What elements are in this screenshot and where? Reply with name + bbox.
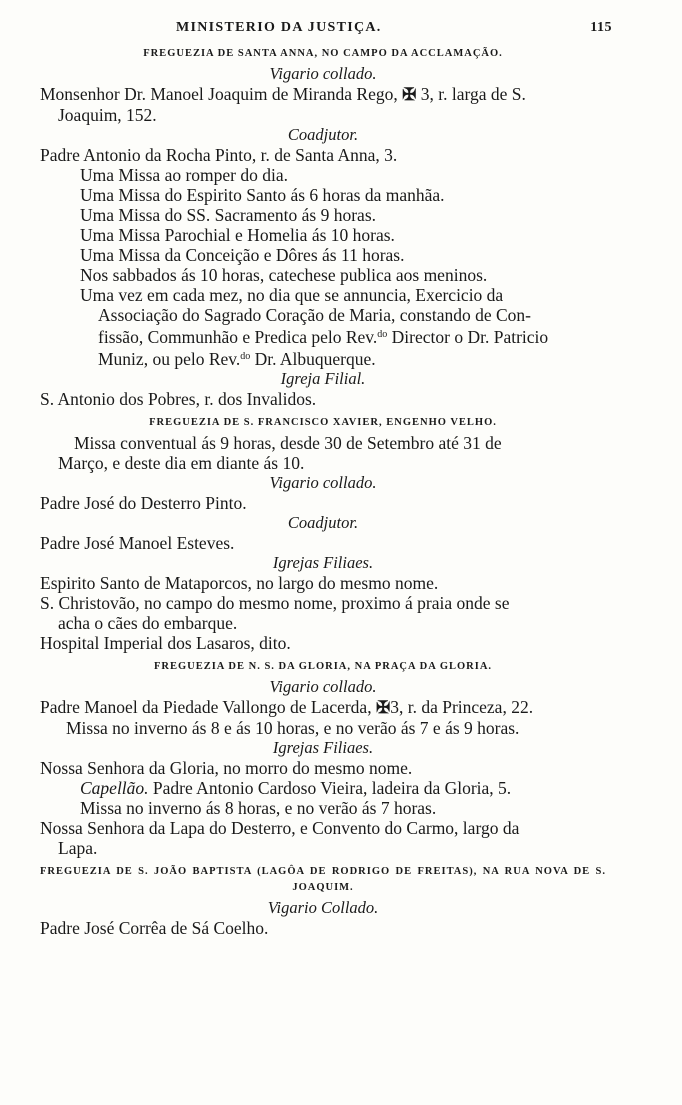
- missa-line: Março, e deste dia em diante ás 10.: [58, 453, 305, 473]
- vigario-name: Monsenhor Dr. Manoel Joaquim de Miranda Rego,: [40, 84, 398, 104]
- capellao-text: Padre Antonio Cardoso Vieira, ladeira da Gloria, 5.: [148, 778, 512, 798]
- page-number: 115: [590, 20, 612, 35]
- filial-entry: Hospital Imperial dos Lasaros, dito.: [40, 633, 291, 653]
- filial-entry: S. Christovão, no campo do mesmo nome, proximo á praia onde se: [40, 593, 510, 613]
- associacao-text: fissão, Communhão e Predica pelo Rev.: [98, 327, 378, 347]
- filial-entry: Nossa Senhora da Lapa do Desterro, e Convento do Carmo, largo da: [40, 818, 520, 838]
- missa-line: Uma Missa do Espirito Santo ás 6 horas da manhãa.: [80, 185, 445, 205]
- coadjutor-label: Coadjutor.: [287, 513, 359, 532]
- vigario-entry: [40, 697, 606, 718]
- section-heading-gloria: FREGUEZIA DE N. S. DA GLORIA, NA PRAÇA DA GLORIA.: [153, 661, 493, 672]
- superscript: do: [377, 329, 388, 340]
- superscript: do: [240, 351, 251, 362]
- igrejas-filiaes-label: Igrejas Filiaes.: [272, 553, 374, 572]
- associacao-line: Associação do Sagrado Coração de Maria, constando de Con-: [98, 305, 531, 325]
- capellao-entry: [40, 778, 606, 798]
- filial-entry: Espirito Santo de Mataporcos, no largo do mesmo nome.: [40, 573, 439, 593]
- missa-line: Missa no inverno ás 8 horas, e no verão ás 7 horas.: [80, 798, 437, 818]
- vigario-address: 3, r. larga de S.: [420, 84, 526, 104]
- associacao-line: Uma vez em cada mez, no dia que se annuncia, Exercicio da: [80, 285, 504, 305]
- missa-line: Missa conventual ás 9 horas, desde 30 de Setembro até 31 de: [74, 433, 502, 453]
- vigario-entry: [40, 84, 606, 105]
- filial-entry: Nossa Senhora da Gloria, no morro do mesmo nome.: [40, 758, 413, 778]
- vigario-label: Vigario collado.: [269, 677, 377, 696]
- missa-line: Uma Missa do SS. Sacramento ás 9 horas.: [80, 205, 377, 225]
- order-cross-icon: ✠: [402, 85, 417, 104]
- vigario-label: Vigario Collado.: [267, 898, 379, 917]
- document-page: [40, 14, 612, 938]
- running-title: MINISTERIO DA JUSTIÇA.: [176, 20, 382, 35]
- associacao-line: [40, 325, 606, 347]
- page-header: [40, 14, 612, 40]
- coadjutor-entry: Padre Antonio da Rocha Pinto, r. de Santa Anna, 3.: [40, 145, 398, 165]
- section-heading-santa-anna: FREGUEZIA DE SANTA ANNA, NO CAMPO DA ACCLAMAÇÃO.: [143, 48, 503, 59]
- section-heading-s-francisco-xavier: FREGUEZIA DE S. FRANCISCO XAVIER, ENGENHO VELHO.: [149, 417, 497, 428]
- filial-entry-cont: Lapa.: [58, 838, 98, 858]
- associacao-text: Muniz, ou pelo Rev.: [98, 349, 241, 369]
- associacao-text: Director o Dr. Patricio: [387, 327, 549, 347]
- vigario-entry: Padre José do Desterro Pinto.: [40, 493, 247, 513]
- igreja-filial-label: Igreja Filial.: [280, 369, 366, 388]
- section-heading-s-joao-baptista: FREGUEZIA DE S. JOÃO BAPTISTA (LAGÔA DE RODRIGO DE FREITAS), NA RUA NOVA DE S. JOAQUIM.: [40, 866, 606, 893]
- coadjutor-label: Coadjutor.: [287, 125, 359, 144]
- vigario-entry: Padre José Corrêa de Sá Coelho.: [40, 918, 269, 938]
- missa-line: Nos sabbados ás 10 horas, catechese publica aos meninos.: [80, 265, 488, 285]
- vigario-entry-cont: Joaquim, 152.: [58, 105, 157, 125]
- missa-line: Missa no inverno ás 8 e ás 10 horas, e no verão ás 7 e ás 9 horas.: [66, 718, 520, 738]
- filial-entry-cont: acha o cães do embarque.: [58, 613, 238, 633]
- missa-line: Uma Missa Parochial e Homelia ás 10 horas.: [80, 225, 395, 245]
- filial-entry: S. Antonio dos Pobres, r. dos Invalidos.: [40, 389, 317, 409]
- vigario-name: Padre Manoel da Piedade Vallongo de Lacerda,: [40, 697, 372, 717]
- missa-line: Uma Missa da Conceição e Dôres ás 11 horas.: [80, 245, 405, 265]
- igrejas-filiaes-label: Igrejas Filiaes.: [272, 738, 374, 757]
- missa-line: Uma Missa ao romper do dia.: [80, 165, 289, 185]
- order-cross-icon: ✠: [375, 698, 391, 717]
- vigario-label: Vigario collado.: [269, 473, 377, 492]
- vigario-label: Vigario collado.: [269, 64, 377, 83]
- capellao-label: Capellão.: [80, 778, 149, 798]
- vigario-address: 3, r. da Princeza, 22.: [390, 697, 534, 717]
- associacao-line: [40, 347, 606, 369]
- associacao-text: Dr. Albuquerque.: [250, 349, 376, 369]
- coadjutor-entry: Padre José Manoel Esteves.: [40, 533, 235, 553]
